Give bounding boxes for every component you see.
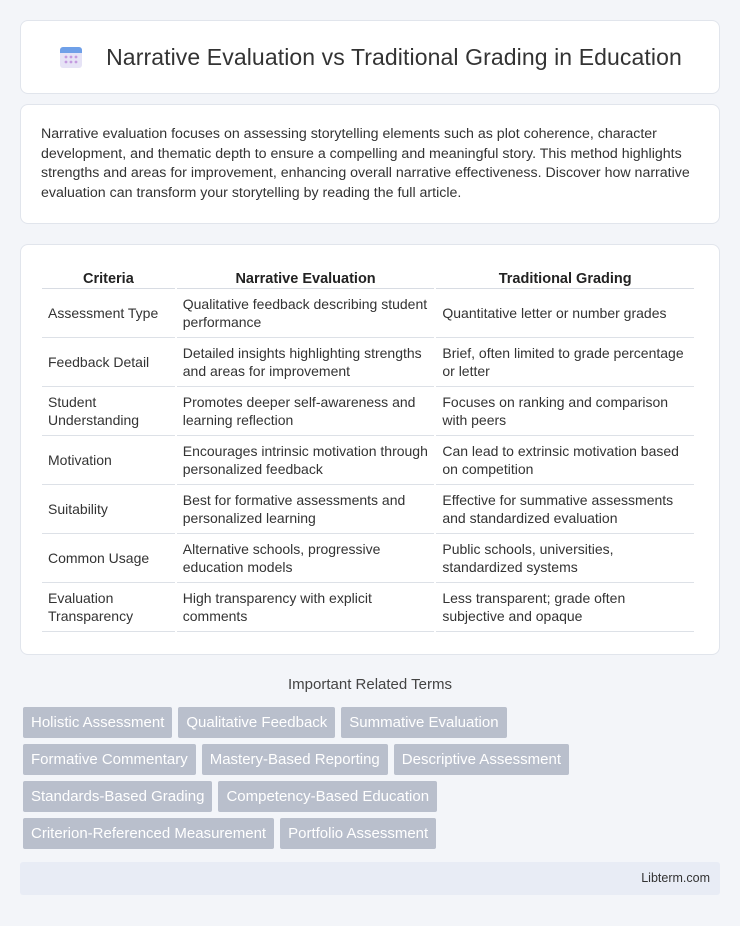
calendar-icon [58,44,84,70]
table-row [42,583,694,632]
table-cell: Suitability [42,485,175,534]
table-cell: Can lead to extrinsic motivation based on competition [436,436,694,485]
related-term-tag[interactable]: Criterion-Referenced Measurement [23,818,274,849]
related-term-tag[interactable]: Summative Evaluation [341,707,506,738]
table-cell: Motivation [42,436,175,485]
column-header-narrative: Narrative Evaluation [177,263,435,289]
related-term-tag[interactable]: Standards-Based Grading [23,781,212,812]
tag-row [23,707,723,738]
page-title: Narrative Evaluation vs Traditional Grading in Education [106,43,682,70]
tag-row [23,781,723,812]
tag-row [23,818,723,849]
table-cell: Assessment Type [42,289,175,338]
table-row [42,289,694,338]
table-cell: Encourages intrinsic motivation through personalized feedback [177,436,435,485]
related-terms-list [23,707,723,855]
column-header-criteria: Criteria [42,263,175,289]
related-term-tag[interactable]: Mastery-Based Reporting [202,744,388,775]
table-cell: Detailed insights highlighting strengths and areas for improvement [177,338,435,387]
table-cell: Promotes deeper self-awareness and learning reflection [177,387,435,436]
table-cell: Common Usage [42,534,175,583]
related-term-tag[interactable]: Qualitative Feedback [178,707,335,738]
table-cell: Evaluation Transparency [42,583,175,632]
table-row [42,485,694,534]
related-term-tag[interactable]: Portfolio Assessment [280,818,436,849]
related-terms-title: Important Related Terms [288,676,452,693]
table-cell: Quantitative letter or number grades [436,289,694,338]
column-header-traditional: Traditional Grading [436,263,694,289]
related-term-tag[interactable]: Descriptive Assessment [394,744,569,775]
table-cell: Qualitative feedback describing student performance [177,289,435,338]
intro-text: Narrative evaluation focuses on assessing storytelling elements such as plot coherence, character development, and thematic depth to ensure a compelling and meaningful story. This method highlights strengths and areas for improvement, enhancing overall narrative effectiveness. Discover how narrative evaluation can transform your storytelling by reading the full article. [41,126,690,201]
related-term-tag[interactable]: Competency-Based Education [218,781,437,812]
table-cell: Focuses on ranking and comparison with peers [436,387,694,436]
related-term-tag[interactable]: Formative Commentary [23,744,196,775]
related-term-tag[interactable]: Holistic Assessment [23,707,172,738]
comparison-table [40,263,696,632]
table-cell: Alternative schools, progressive education models [177,534,435,583]
table-row [42,338,694,387]
table-cell: Brief, often limited to grade percentage or letter [436,338,694,387]
footer [20,862,720,895]
table-row [42,387,694,436]
comparison-table-card [20,244,720,655]
table-header-row [42,263,694,289]
tag-row [23,744,723,775]
table-cell: High transparency with explicit comments [177,583,435,632]
table-row [42,436,694,485]
table-cell: Less transparent; grade often subjective and opaque [436,583,694,632]
table-cell: Public schools, universities, standardized systems [436,534,694,583]
table-cell: Best for formative assessments and personalized learning [177,485,435,534]
table-cell: Student Understanding [42,387,175,436]
table-cell: Effective for summative assessments and standardized evaluation [436,485,694,534]
table-row [42,534,694,583]
table-cell: Feedback Detail [42,338,175,387]
footer-brand-link[interactable]: Libterm.com [641,871,710,885]
intro-card [20,104,720,224]
header-card [20,20,720,94]
